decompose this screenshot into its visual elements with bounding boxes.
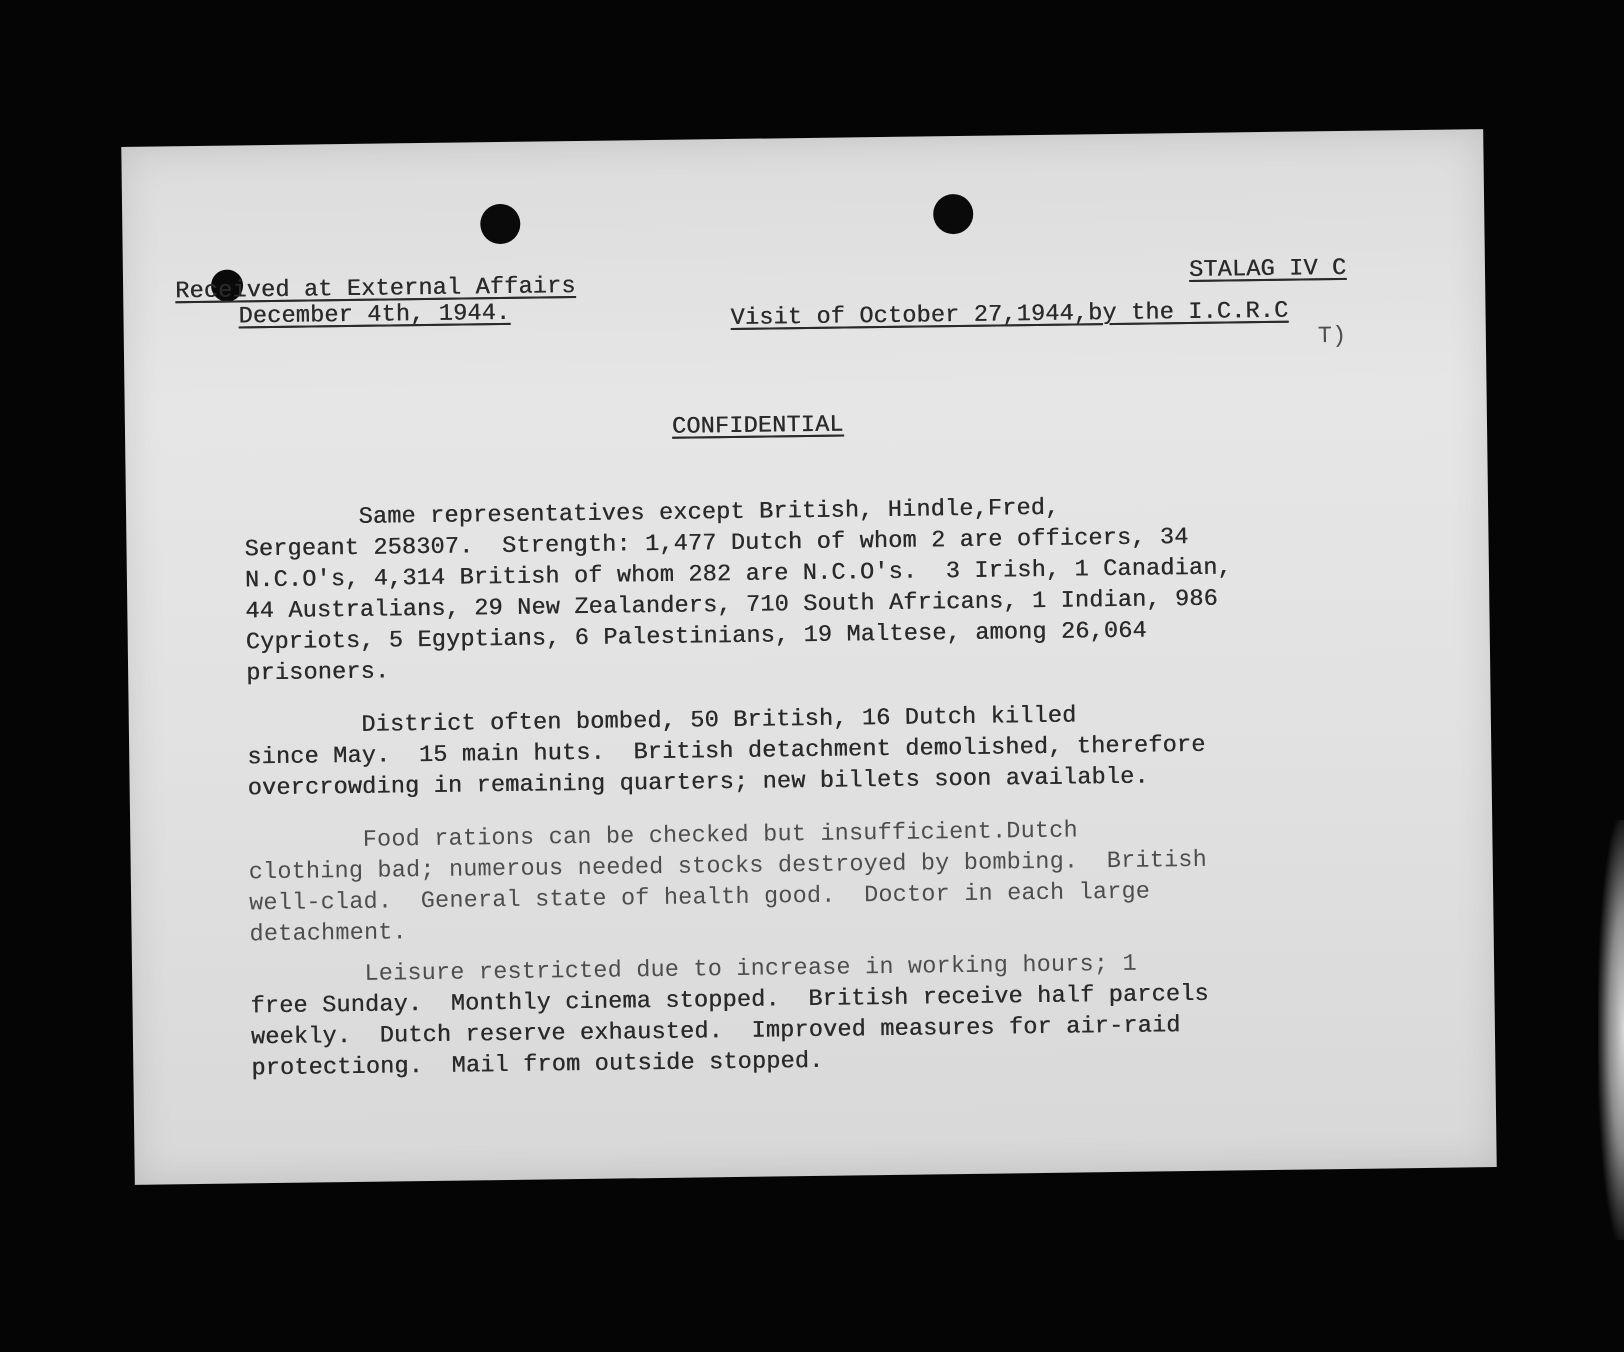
text-line: District often bombed, 50 British, 16 Dutch killed xyxy=(246,702,1077,741)
punch-hole-right xyxy=(933,194,974,235)
text-line: protectiong. Mail from outside stopped. xyxy=(251,1047,824,1083)
punch-hole-left xyxy=(480,204,521,245)
text-line: N.C.O's, 4,314 British of whom 282 are N.C.O's. 3 Irish, 1 Canadian, xyxy=(244,554,1232,595)
text-line: detachment. xyxy=(249,919,408,949)
text-line: weekly. Dutch reserve exhausted. Improved measures for air-raid xyxy=(250,1012,1181,1052)
paper-sheet xyxy=(121,129,1496,1185)
text-line: Same representatives except British, Hindle,Fred, xyxy=(243,494,1060,533)
text-line: prisoners. xyxy=(245,658,390,688)
text-line: overcrowding in remaining quarters; new billets soon available. xyxy=(247,763,1149,803)
visit-suffix: T) xyxy=(1317,322,1347,351)
received-stamp-line2: December 4th, 1944. xyxy=(238,299,511,331)
text-line: Sergeant 258307. Strength: 1,477 Dutch of whom 2 are officers, 34 xyxy=(244,524,1189,564)
text-line: Cypriots, 5 Egyptians, 6 Palestinians, 19 Maltese, among 26,064 xyxy=(245,617,1147,657)
visit-line: Visit of October 27,1944,by the I.C.R.C xyxy=(730,297,1289,332)
text-line: Food rations can be checked but insufficient.Dutch xyxy=(248,817,1079,856)
text-line: since May. 15 main huts. British detachment demolished, therefore xyxy=(247,731,1206,772)
text-line: Leisure restricted due to increase in working hours; 1 xyxy=(249,950,1137,990)
text-line: free Sunday. Monthly cinema stopped. British receive half parcels xyxy=(250,980,1209,1021)
document-title: CONFIDENTIAL xyxy=(671,411,844,441)
film-edge-glare xyxy=(1598,820,1624,1240)
text-line: 44 Australians, 29 New Zealanders, 710 South Africans, 1 Indian, 986 xyxy=(245,585,1219,626)
stalag-label: STALAG IV C xyxy=(1188,254,1347,284)
text-line: well-clad. General state of health good. Doctor in each large xyxy=(249,878,1151,918)
text-line: clothing bad; numerous needed stocks destroyed by bombing. British xyxy=(248,846,1208,887)
received-stamp-line1: Received at External Affairs xyxy=(174,273,576,306)
